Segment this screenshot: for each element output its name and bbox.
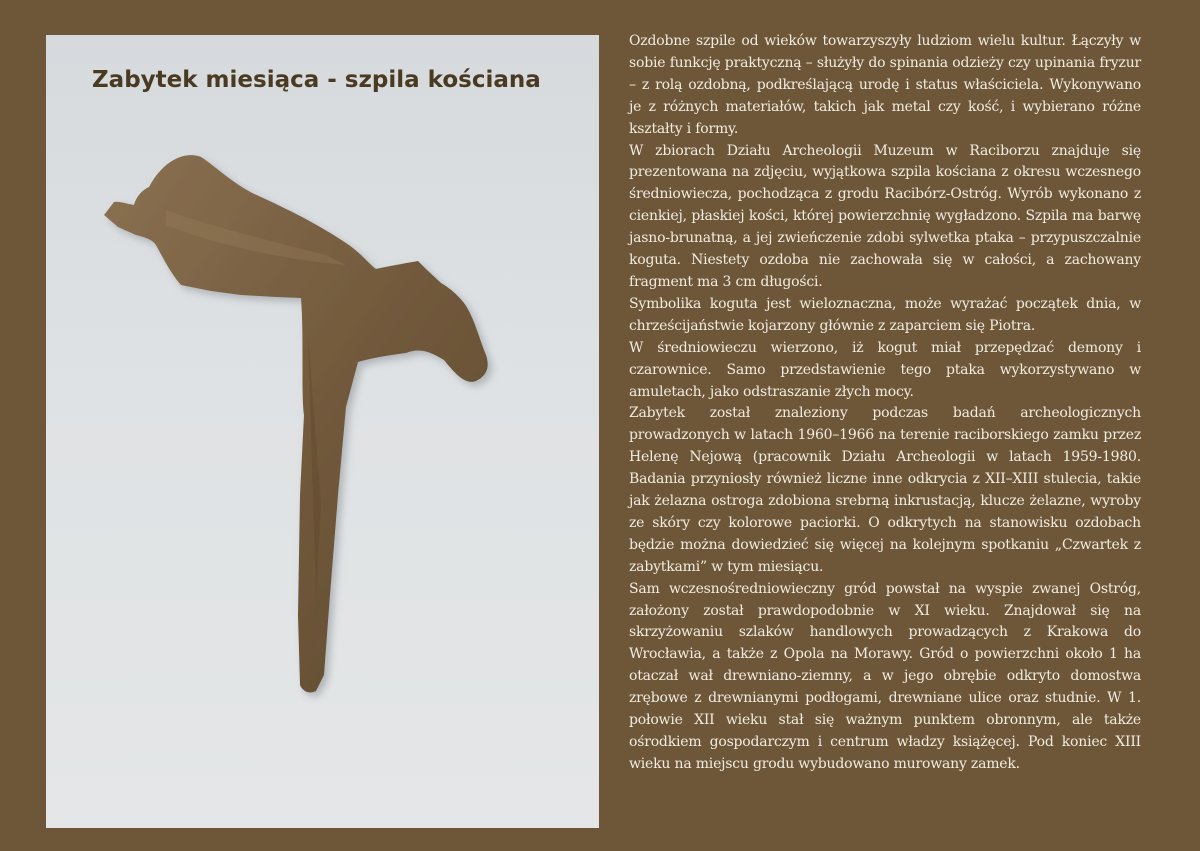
paragraph-beliefs: W średniowieczu wierzono, iż kogut miał przepędzać demony i czarownice. Samo przedstawienie tego ptaka wykorzystywano w amuletach, jako odstraszanie złych mocy.: [629, 339, 1141, 400]
paragraph-symbolism: Symbolika koguta jest wieloznaczna, może wyrażać początek dnia, w chrześcijaństwie kojarzony głównie z zaparciem się Piotra.: [629, 295, 1141, 334]
paragraph-stronghold: Sam wczesnośredniowieczny gród powstał na wyspie zwanej Ostróg, założony został prawdopodobnie w XI wieku. Znajdował się na skrzyżowaniu szlaków handlowych prowadzących z Krakowa do Wrocławia, a także z Opola na Morawy. Gród o powierzchni około 1 ha otaczał wał drewniano-ziemny, a w jego obrębie odkryto domostwa zrębowe z drewnianymi podłogami, drewniane ulice oraz studnie. W 1. połowie XII wieku stał się ważnym punktem obronnym, ale także ośrodkiem gospodarczym i centrum władzy książęcej. Pod koniec XIII wieku na miejscu grodu wybudowano murowany zamek.: [629, 580, 1141, 772]
description-text: [629, 31, 1141, 776]
paragraph-collection: W zbiorach Działu Archeologii Muzeum w Raciborzu znajduje się prezentowana na zdjęciu, wyjątkowa szpila kościana z okresu wczesnego średniowiecza, pochodząca z grodu Racibórz-Ostróg. Wyrób wykonano z cienkiej, płaskiej kości, której powierzchnię wygładzono. Szpila ma barwę jasno-brunatną, a jej zwieńczenie zdobi sylwetka ptaka – przypuszczalnie koguta. Niestety ozdoba nie zachowała się w całości, a zachowany fragment ma 3 cm długości.: [629, 142, 1141, 290]
rooster-pin-shape: [104, 155, 488, 692]
artifact-photo-panel: [46, 35, 599, 828]
paragraph-discovery: Zabytek został znaleziony podczas badań archeologicznych prowadzonych w latach 1960–1966 na terenie raciborskiego zamku przez Helenę Nejową (pracownik Działu Archeologii w latach 1959-1980. Badania przyniosły również liczne inne odkrycia z XII–XIII stulecia, takie jak żelazna ostroga zdobiona srebrną inkrustacją, klucze żelazne, wyroby ze skóry czy kolorowe paciorki. O odkrytych na stanowisku ozdobach będzie można dowiedzieć się więcej na kolejnym spotkaniu „Czwartek z zabytkami” w tym miesiącu.: [629, 405, 1141, 575]
bone-pin-artifact-image: [46, 35, 599, 828]
paragraph-intro: Ozdobne szpile od wieków towarzyszyły ludziom wielu kultur. Łączyły w sobie funkcję praktyczną – służyły do spinania odzieży czy upinania fryzur – z rolą ozdobną, podkreślającą urodę i status właściciela. Wykonywano je z różnych materiałów, takich jak metal czy kość, i wybierano różne kształty i formy.: [629, 33, 1141, 137]
page-title: Zabytek miesiąca - szpila kościana: [92, 67, 541, 93]
